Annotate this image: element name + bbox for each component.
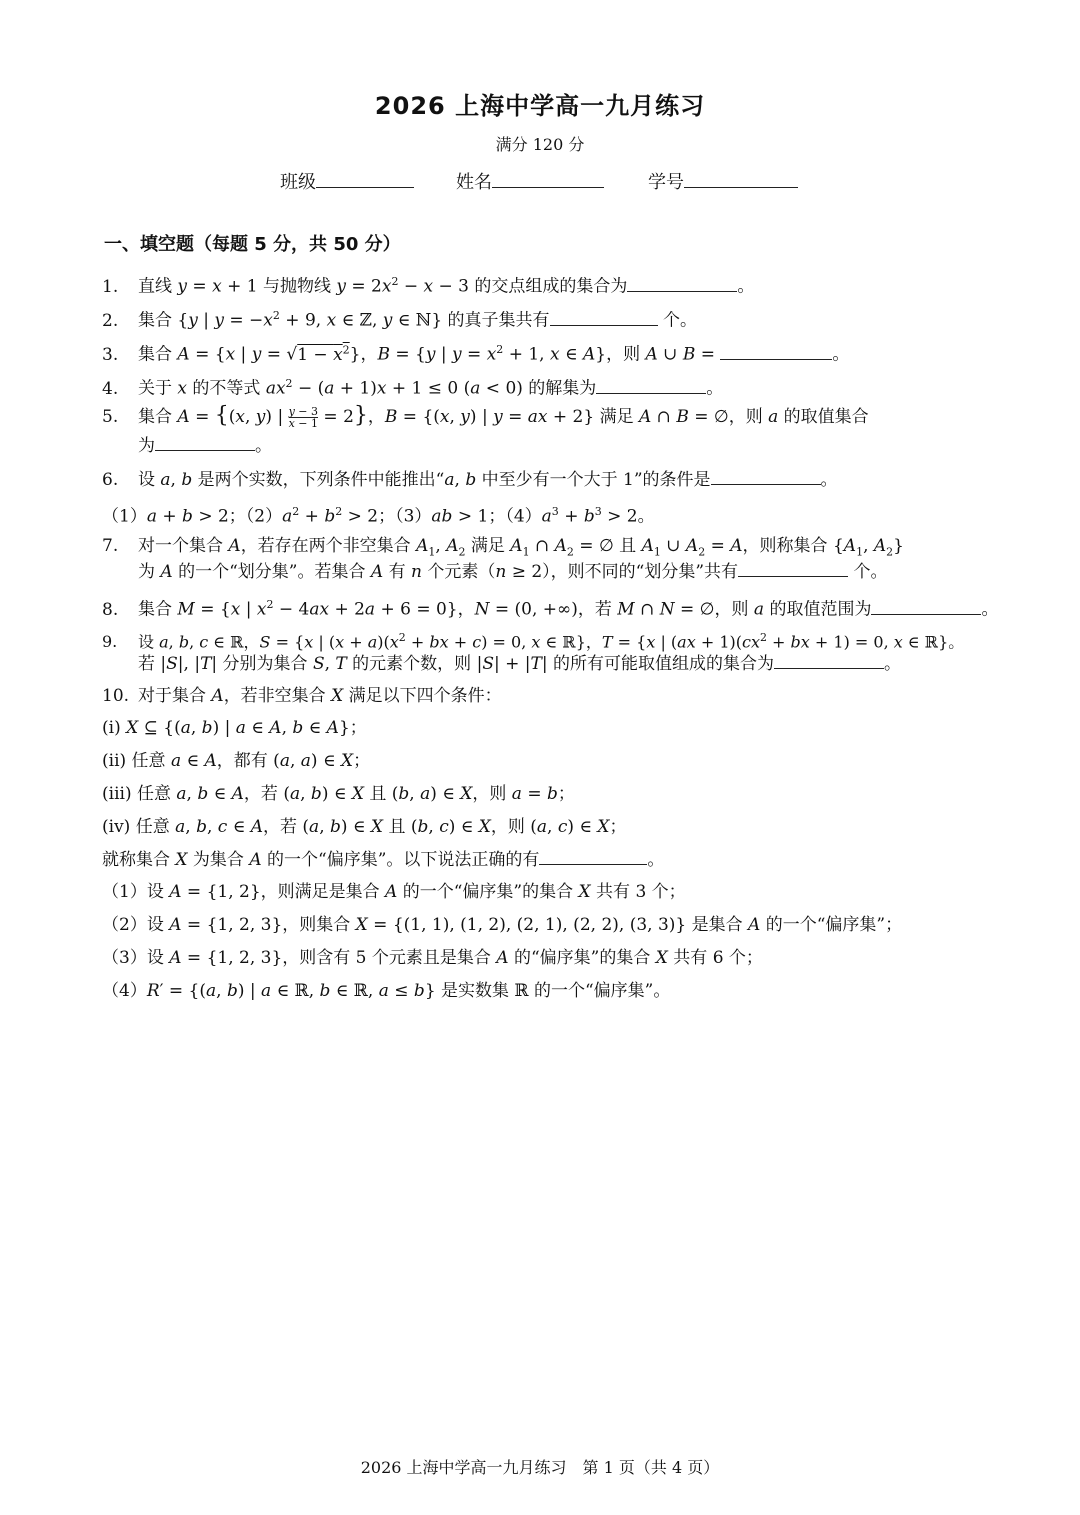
section-heading: 一、填空题（每题 5 分，共 50 分） — [104, 234, 401, 255]
question-6: 6. 设 a, b 是两个实数，下列条件中能推出“a, b 中至少有一个大于 1”的条件是 。 — [102, 470, 838, 490]
class-field[interactable]: 班级 — [280, 168, 414, 194]
question-9: 9. 设 a, b, c ∈ ℝ，S = {x | $(x + a)(x^2$ + bx + c) = 0, x ∈ ℝ}，T = {x | $(ax + 1)(cx^2$ + bx + 1) = 0, x ∈ ℝ}。 — [102, 631, 965, 652]
question-7: 7. 对一个集合 A，若存在两个非空集合 $A_1$, $A_2$ 满足 $A_1$ ∩ $A_2$ = ∅ 且 $A_1$ ∪ $A_2 = A$，则称集合 {$A_1$, $A_2$} — [102, 536, 904, 559]
answer-blank-2[interactable] — [550, 309, 658, 326]
question-4: 4. 关于 x 的不等式 $ax^2 - (a + 1)x + 1 \le 0$ (a < 0) 的解集为 。 — [102, 377, 724, 399]
student-id-field[interactable]: 学号 — [648, 168, 798, 194]
question-5: 5. 集合 A = {(x, y) | $\frac{y - 3}{x - 1}$ = 2}，B = {(x, y) | y = ax + 2} 满足 A ∩ B = ∅，则 a 的取值集合 — [102, 403, 869, 430]
answer-blank-6[interactable] — [711, 468, 821, 485]
answer-blank-3[interactable] — [720, 343, 832, 360]
answer-blank-8[interactable] — [871, 598, 981, 615]
answer-blank-5[interactable] — [155, 434, 255, 451]
condition-iv: (iv) 任意 a, b, c ∈ A，若 (a, b) ∈ X 且 (b, c) ∈ X，则 (a, c) ∈ X； — [102, 817, 627, 837]
full-score: 满分 120 分 — [495, 135, 585, 154]
answer-blank-10[interactable] — [539, 848, 647, 865]
condition-i: (i) X ⊆ {(a, b) | a ∈ A, b ∈ A}； — [102, 718, 367, 738]
student-info-row — [280, 168, 840, 196]
question-2: 2. 集合 {y | $y = -x^2 + 9$, x ∈ ℤ, y ∈ ℕ} 的真子集共有 个。 — [102, 309, 697, 331]
question-6-options: （1）a + b > 2；$(2)a^2 + b^2 > 2$；（3）ab > 1；$(4)a^3 + b^3 > 2$。 — [102, 505, 655, 527]
answer-blank-7[interactable] — [738, 560, 848, 577]
q10-option-1: （1）设 A = {1, 2}，则满足是集合 A 的一个“偏序集”的集合 X 共有 3 个； — [102, 882, 686, 902]
question-7-cont: 为 A 的一个“划分集”。若集合 A 有 n 个元素（n ≥ 2），则不同的“划分集”共有 个。 — [138, 562, 888, 582]
name-field[interactable]: 姓名 — [456, 168, 604, 194]
question-1: 1. 直线 y = x + 1 与抛物线 $y = 2x^2 - x - 3$ 的交点组成的集合为 。 — [102, 275, 755, 297]
page-footer: 2026 上海中学高一九月练习 第 1 页（共 4 页） — [360, 1458, 720, 1477]
question-10: 10. 对于集合 A，若非空集合 X 满足以下四个条件： — [102, 686, 502, 706]
answer-blank-1[interactable] — [627, 275, 737, 292]
question-3: 3. 集合 A = {x | $y = √1 - x^2$}，B = {y | $y = x^2 + 1$, x ∈ A}，则 A ∪ B = 。 — [102, 343, 850, 365]
question-8: 8. 集合 M = {x | $x^2 - 4ax + 2a + 6 = 0$}，N = (0, +∞)，若 M ∩ N = ∅，则 a 的取值范围为 。 — [102, 598, 999, 620]
answer-blank-9[interactable] — [774, 652, 884, 669]
question-9-cont: 若 |S|, |T| 分别为集合 S, T 的元素个数，则 |S| + |T| 的所有可能取值组成的集合为 。 — [138, 654, 901, 674]
q10-option-2: （2）设 A = {1, 2, 3}，则集合 X = {(1, 1), (1, 2), (2, 1), (2, 2), (3, 3)} 是集合 A 的一个“偏序集”； — [102, 915, 903, 935]
q10-option-4: （4）R′ = {(a, b) | a ∈ ℝ, b ∈ ℝ, a ≤ b} 是实数集 ℝ 的一个“偏序集”。 — [102, 981, 671, 1001]
question-10-statement: 就称集合 X 为集合 A 的一个“偏序集”。以下说法正确的有 。 — [102, 850, 665, 870]
q10-option-3: （3）设 A = {1, 2, 3}，则含有 5 个元素且是集合 A 的“偏序集”的集合 X 共有 6 个； — [102, 948, 763, 968]
question-5-cont: 为 。 — [138, 436, 272, 456]
answer-blank-4[interactable] — [596, 377, 706, 394]
condition-iii: (iii) 任意 a, b ∈ A，若 (a, b) ∈ X 且 (b, a) ∈ X，则 a = b； — [102, 784, 575, 804]
condition-ii: (ii) 任意 a ∈ A，都有 (a, a) ∈ X； — [102, 751, 371, 771]
exam-title: 2026 上海中学高一九月练习 — [374, 92, 706, 120]
